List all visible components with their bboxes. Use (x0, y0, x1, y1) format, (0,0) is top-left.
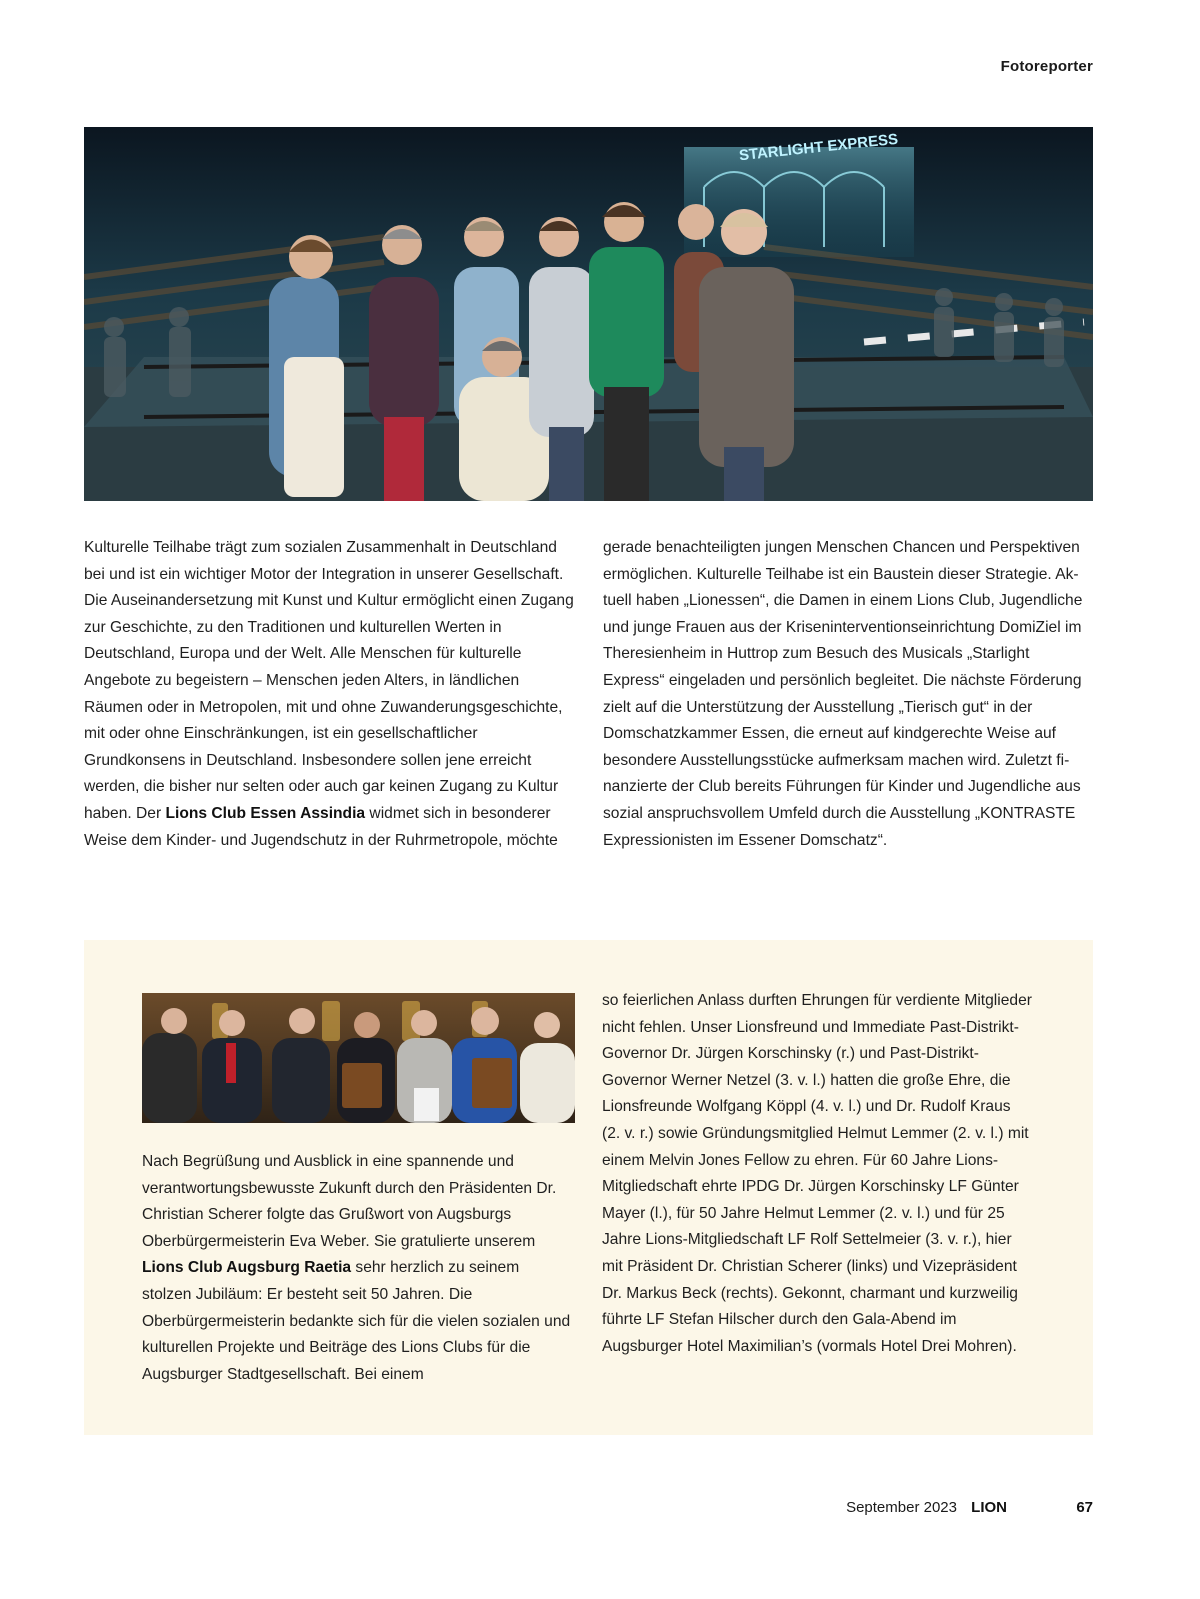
article-augsburg-paragraph-2 (602, 988, 1032, 1360)
issue-date: September 2023 (846, 1499, 957, 1516)
article-essen-col-1 (84, 535, 574, 854)
article-augsburg-col-2 (602, 988, 1032, 1360)
article-augsburg-col-1 (142, 1149, 572, 1388)
magazine-name: LION (971, 1499, 1007, 1516)
club-name-highlight: Lions Club Augsburg Raetia (142, 1259, 352, 1277)
article-essen (84, 535, 1093, 854)
page-number: 67 (1076, 1499, 1093, 1516)
text-run: gerade benachteiligten jungen Menschen Chancen und Perspektiven ermöglichen. Kulturelle Teilhabe ist ein Baustein dieser Strategie. Aktuell haben „Lionessen“, die Damen in einem Lions Club, Jugendliche und junge Frauen aus der Kriseninterventionseinrichtung DomiZiel im Theresienheim in Huttrop zum Besuch des Musicals „Starlight Express“ eingeladen und persönlich begleitet. Die nächste Förderung zielt auf die Unterstützung der Ausstellung „Tierisch gut“ in der Domschatzkammer Essen, die erneut auf kindgerechte Weise auf besondere Ausstellungsstücke aufmerksam machen wird. Zuletzt finanzierte der Club bereits Führungen für Kinder und Jugendliche aus sozial anspruchsvollem Umfeld durch die Ausstellung „KONTRASTE Expressionisten im Essener Domschatz“. (603, 539, 1083, 849)
club-name-highlight: Lions Club Essen Assindia (165, 804, 366, 822)
article-essen-paragraph-2 (603, 535, 1093, 854)
text-run: so feierlichen Anlass durften Ehrungen für verdiente Mitglieder nicht fehlen. Unser Lionsfreund und Immediate Past-Distrikt-Governor Dr. Jürgen Korschinsky (r.) und Past-Distrikt-Governor Werner Netzel (3. v. l.) hatten die große Ehre, die Lionsfreunde Wolfgang Köppl (4. v. l.) und Dr. Rudolf Kraus (2. v. r.) sowie Gründungsmitglied Helmut Lemmer (2. v. l.) mit einem Melvin Jones Fellow zu ehren. Für 60 Jahre Lions-Mitgliedschaft ehrte IPDG Dr. Jürgen Korschinsky LF Günter Mayer (l.), für 50 Jahre Helmut Lemmer (2. v. l.) und für 25 Jahre Lions-Mitgliedschaft LF Rolf Settelmeier (3. v. r.), hier mit Präsident Dr. Christian Scherer (links) und Vizepräsident Dr. Markus Beck (rechts). Gekonnt, charmant und kurzweilig führte LF Stefan Hilscher durch den Gala-Abend im Augsburger Hotel Maximilian’s (vormals Hotel Drei Mohren). (602, 992, 1032, 1355)
text-run: sehr herzlich zu seinem stolzen Jubiläum: Er besteht seit 50 Jahren. Die Oberbürgermeisterin bedankte sich für die vielen sozialen und kulturellen Projekte und Beiträge des Lions Clubs für die Augsburger Stadtgesellschaft. Bei einem (142, 1259, 571, 1383)
starlight-express-sign: STARLIGHT EXPRESS (738, 130, 899, 165)
text-run: Kulturelle Teilhabe trägt zum sozialen Zusammenhalt in Deutschland bei und ist ein wichtiger Motor der Integration in unserer Gesellschaft. Die Auseinandersetzung mit Kunst und Kultur ermöglicht einen Zugang zur Geschichte, zu den Traditionen und kulturellen Werten in Deutschland, Europa und der Welt. Alle Menschen für kulturelle Angebote zu begeistern – Menschen jeden Alters, in ländlichen Räumen oder in Metropolen, mit und ohne Zuwanderungsgeschichte, mit oder ohne Einschränkungen, ist ein gesellschaftlicher Grundkonsens in Deutschland. Insbesondere sollen jene erreicht werden, die bisher nur selten oder auch gar keinen Zugang zu Kultur haben. Der (84, 539, 574, 822)
article-augsburg-paragraph-1 (142, 1149, 572, 1388)
text-run: Nach Begrüßung und Ausblick in eine spannende und verantwortungsbewusste Zukunft durch den Präsidenten Dr. Christian Scherer folgte das Grußwort von Augsburgs Oberbürgermeisterin Eva Weber. Sie gratulierte unserem (142, 1153, 557, 1250)
text-run: widmet sich in besonderer Weise dem Kinder- und Jugendschutz in der Ruhrmetropole, möchte (84, 804, 558, 849)
section-label: Fotoreporter (1000, 58, 1093, 75)
page-footer (0, 1499, 1200, 1521)
article-essen-paragraph-1 (84, 535, 574, 854)
group-photo-award-ceremony (142, 993, 575, 1123)
group-photo-theatre (84, 127, 1093, 501)
article-essen-col-2 (603, 535, 1093, 854)
